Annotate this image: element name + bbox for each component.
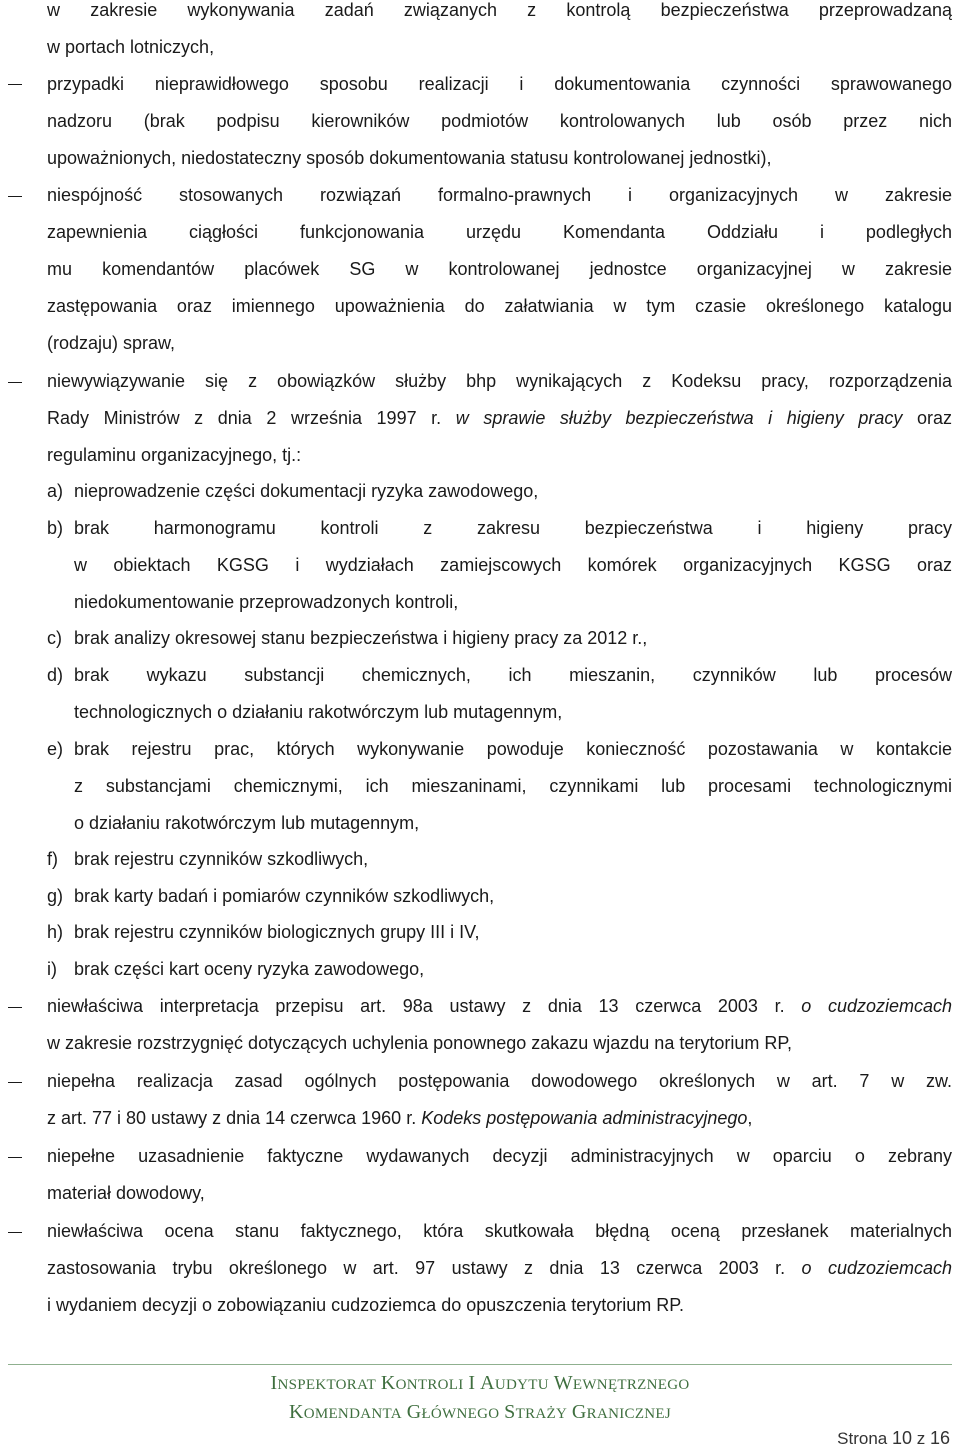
text-line: technologicznych o działaniu rakotwórczym lub mutagennym, — [74, 702, 563, 722]
bullet-dash — [8, 382, 22, 383]
bullet-item — [47, 363, 952, 474]
text-line: w zakresie wykonywania zadań związanych z kontrolą bezpieczeństwa przeprowadzaną — [47, 0, 952, 20]
text-line: brak rejestru prac, których wykonywanie powoduje konieczność pozostawania w kontakcie — [74, 739, 952, 759]
list-label: d) — [47, 665, 64, 685]
text-line: zastępowania oraz imiennego upoważnienia do załatwiania w tym czasie określonego katalogu — [47, 296, 952, 316]
footer-divider — [8, 1364, 952, 1365]
text-line: niespójność stosowanych rozwiązań formalno-prawnych i organizacyjnych w zakresie — [47, 185, 952, 205]
footer-text: KOMENDANTA GŁÓWNEGO STRAŻY GRANICZNEJ — [288, 1401, 672, 1423]
bullet-dash — [8, 196, 22, 197]
list-label: b) — [47, 518, 64, 538]
bullet-dash — [8, 84, 22, 85]
text-line: nadzoru (brak podpisu kierowników podmiotów kontrolowanych lub osób przez nich — [47, 111, 952, 131]
text-line: materiał dowodowy, — [47, 1183, 205, 1203]
list-label: a) — [47, 481, 64, 501]
text-line: niepełne uzasadnienie faktyczne wydawanych decyzji administracyjnych w oparciu o zebrany — [47, 1146, 952, 1166]
list-label: e) — [47, 739, 64, 759]
text-line: z substancjami chemicznymi, ich mieszaninami, czynnikami lub procesami technologicznymi — [74, 776, 952, 796]
paragraph-continuation — [47, 0, 952, 66]
text-line: niewłaściwa ocena stanu faktycznego, która skutkowała błędną oceną przesłanek materialnych — [47, 1221, 952, 1241]
bullet-item — [47, 1138, 952, 1212]
bullet-item — [47, 988, 952, 1062]
bullet-item — [47, 1063, 952, 1137]
text-line: mu komendantów placówek SG w kontrolowanej jednostce organizacyjnej w zakresie — [47, 259, 952, 279]
bullet-item — [47, 1213, 952, 1324]
footer-institution-line1 — [0, 1372, 960, 1395]
text-line: zapewnienia ciągłości funkcjonowania urzędu Komendanta Oddziału i podległych — [47, 222, 952, 242]
text-line: brak harmonogramu kontroli z zakresu bezpieczeństwa i higieny pracy — [74, 518, 952, 538]
text-line: w zakresie rozstrzygnięć dotyczących uchylenia ponownego zakazu wjazdu na terytorium RP, — [47, 1033, 793, 1053]
text-line: niewywiązywanie się z obowiązków służby bhp wynikających z Kodeksu pracy, rozporządzenia — [47, 371, 952, 391]
text-line: brak rejestru czynników szkodliwych, — [74, 849, 369, 869]
list-label: h) — [47, 922, 64, 942]
list-label: f) — [47, 849, 58, 869]
text-line: nieprowadzenie części dokumentacji ryzyka zawodowego, — [74, 481, 539, 501]
list-label: c) — [47, 628, 62, 648]
footer-text: INSPEKTORAT KONTROLI I AUDYTU WEWNĘTRZNEGO — [270, 1372, 690, 1394]
bullet-dash — [8, 1232, 22, 1233]
bullet-dash — [8, 1157, 22, 1158]
text-line: niewłaściwa interpretacja przepisu art. 98a ustawy z dnia 13 czerwca 2003 r. o cudzoziemcach — [47, 996, 952, 1016]
text-line: z art. 77 i 80 ustawy z dnia 14 czerwca 1960 r. Kodeks postępowania administracyjnego, — [47, 1108, 753, 1128]
text-line: niepełna realizacja zasad ogólnych postępowania dowodowego określonych w art. 7 w zw. — [47, 1071, 952, 1091]
text-line: przypadki nieprawidłowego sposobu realizacji i dokumentowania czynności sprawowanego — [47, 74, 952, 94]
text-line: brak rejestru czynników biologicznych grupy III i IV, — [74, 922, 480, 942]
list-label: g) — [47, 886, 64, 906]
bullet-dash — [8, 1082, 22, 1083]
text-line: brak wykazu substancji chemicznych, ich mieszanin, czynników lub procesów — [74, 665, 952, 685]
bullet-item — [47, 177, 952, 362]
list-label: i) — [47, 959, 57, 979]
text-line: niedokumentowanie przeprowadzonych kontroli, — [74, 592, 459, 612]
bullet-item — [47, 66, 952, 177]
text-line: o działaniu rakotwórczym lub mutagennym, — [74, 813, 420, 833]
text-line: w obiektach KGSG i wydziałach zamiejscowych komórek organizacyjnych KGSG oraz — [74, 555, 952, 575]
text-line: zastosowania trybu określonego w art. 97 ustawy z dnia 13 czerwca 2003 r. o cudzoziemcach — [47, 1258, 953, 1278]
text-line: brak części kart oceny ryzyka zawodowego, — [74, 959, 425, 979]
bullet-dash — [8, 1007, 22, 1008]
text-line: regulaminu organizacyjnego, tj.: — [47, 445, 302, 465]
text-line: (rodzaju) spraw, — [47, 333, 176, 353]
page-number: Strona 10 z 16 — [837, 1428, 950, 1448]
text-line: brak analizy okresowej stanu bezpieczeństwa i higieny pracy za 2012 r., — [74, 628, 648, 648]
text-line: i wydaniem decyzji o zobowiązaniu cudzoziemca do opuszczenia terytorium RP. — [47, 1295, 684, 1315]
text-line: brak karty badań i pomiarów czynników szkodliwych, — [74, 886, 495, 906]
text-line: w portach lotniczych, — [47, 37, 215, 57]
footer-institution-line2 — [0, 1401, 960, 1424]
text-line: Rady Ministrów z dnia 2 września 1997 r. w sprawie służby bezpieczeństwa i higieny pracy oraz — [47, 408, 952, 428]
text-line: upoważnionych, niedostateczny sposób dokumentowania statusu kontrolowanej jednostki), — [47, 148, 772, 168]
